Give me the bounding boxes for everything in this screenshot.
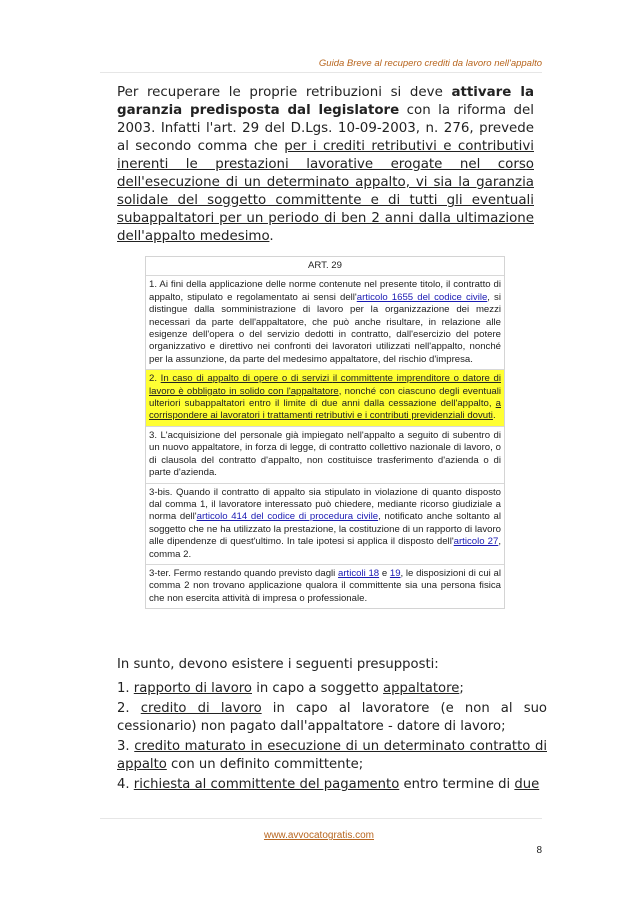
list-item [117, 680, 547, 698]
article-comma-1 [146, 276, 504, 370]
running-header: Guida Breve al recupero crediti da lavoro nell'appalto [318, 58, 542, 69]
item-number: 3. [117, 739, 135, 754]
item-underlined: appaltatore [383, 681, 460, 696]
comma-2-u1: In caso di appalto di opere o di servizi [160, 373, 333, 385]
comma-1-text-b: , si distingue dalla somministrazione di lavoro per la organizzazione dei mezzi necessari da parte dell'appaltatore, che può anche risultare, in relazione alle esigenze dell'opera o del servizio dedotti in contratto, dall'esercizio del potere organizzativo e direttivo nei confronti dei lavoratori utilizzati nell'appalto, nonché per la assunzione, da parte del medesimo appaltatore, del rischio d'impresa. [149, 291, 501, 365]
article-comma-3ter [146, 565, 504, 608]
comma-2-u3: a corrispondere ai lavoratori i trattamenti retributivi e i contributi previdenziali dovuti [149, 398, 501, 422]
comma-2-end: . [492, 410, 496, 422]
item-text: in capo al lavoratore (e non al suo cessionario) non pagato dall'appaltatore - datore di lavoro; [117, 701, 547, 734]
comma-2-num: 2. [149, 373, 161, 385]
comma-2-sep: , [488, 398, 496, 410]
summary-lead: In sunto, devono esistere i seguenti presupposti: [117, 657, 439, 672]
intro-text-3: . [269, 229, 274, 244]
item-text: entro termine di [399, 777, 515, 792]
comma-3bis-text: 3-bis. Quando il contratto di appalto sia stipulato in violazione di quanto disposto dal comma 1, il lavoratore interessato può chiedere, mediante ricorso giudiziale a norma dell' [149, 486, 501, 523]
intro-underlined: per i crediti retributivi e contributivi inerenti le prestazioni lavorative erogate nel corso dell'esecuzione di un determinato appalto, vi sia la garanzia solidale del soggetto committente e di tutti gli eventuali subappaltatori per un periodo di ben 2 anni dalla ultimazione dell'appalto medesimo [117, 139, 534, 244]
article-title: ART. 29 [146, 257, 504, 276]
item-number: 1. [117, 681, 134, 696]
footer-site-link[interactable]: www.avvocatogratis.com [263, 830, 375, 841]
item-underlined: credito maturato in esecuzione di un determinato contratto di appalto [117, 739, 547, 772]
comma-1-text: 1. Ai fini della applicazione delle norme contenute nel presente titolo, il contratto di appalto, stipulato e regolamentato ai sensi dell' [149, 279, 501, 303]
link-articolo-414[interactable]: articolo 414 del codice di procedura civile [196, 511, 379, 523]
comma-2-text: , nonché con ciascuno degli eventuali ulteriori subappaltatori entro il limite di due anni dalla cessazione dell'appalto [149, 385, 501, 410]
item-underlined: rapporto di lavoro [133, 681, 252, 696]
list-item [117, 700, 547, 736]
footer [0, 830, 638, 841]
page-number: 8 [536, 845, 542, 856]
comma-3bis-text-b: , notificato anche soltanto al soggetto che ne ha utilizzato la prestazione, la costituzione di un rapporto di lavoro alle dipendenze di quest'ultimo. In tale ipotesi si applica il disposto dell' [149, 511, 502, 548]
comma-3bis-text-c: , comma 2. [149, 536, 501, 560]
intro-text-1: Per recuperare le proprie retribuzioni si deve [117, 85, 452, 100]
link-articolo-18[interactable]: articoli 18 [338, 567, 380, 579]
list-item [117, 738, 547, 774]
item-underlined: credito di lavoro [140, 701, 262, 716]
article-comma-3bis [146, 484, 504, 565]
item-text: con un definito committente; [166, 757, 364, 772]
item-underlined: due [514, 777, 540, 792]
list-item [117, 776, 547, 794]
header-divider [100, 72, 542, 73]
article-comma-2 [146, 370, 504, 427]
link-articolo-27[interactable]: articolo 27 [453, 536, 499, 548]
item-text: in capo a soggetto [252, 681, 384, 696]
intro-paragraph [117, 84, 534, 246]
link-articolo-1655[interactable]: articolo 1655 del codice civile [356, 291, 488, 303]
footer-divider [100, 818, 542, 819]
comma-3ter-text-b: , le disposizioni di cui al comma 2 non trovano applicazione qualora il committente sia una persona fisica che non esercita attività di impresa o professionale. [149, 567, 501, 604]
intro-bold: attivare la garanzia predisposta dal legislatore [117, 85, 534, 118]
summary-section [117, 656, 547, 796]
comma-3ter-and: e [379, 567, 390, 579]
article-box [145, 256, 505, 609]
item-text: ; [459, 681, 464, 696]
link-articolo-19[interactable]: 19 [389, 567, 401, 579]
item-number: 4. [117, 777, 134, 792]
item-number: 2. [117, 701, 141, 716]
intro-text-2: con la riforma del 2003. Infatti l'art. 29 del D.Lgs. 10-09-2003, n. 276, prevede al secondo comma che [117, 103, 535, 154]
comma-3ter-text: 3-ter. Fermo restando quando previsto dagli [149, 567, 339, 579]
comma-2-u2: il committente imprenditore o datore di lavoro è obbligato in solido con l'appaltatore [149, 373, 502, 397]
item-underlined: richiesta al committente del pagamento [133, 777, 400, 792]
article-comma-3: 3. L'acquisizione del personale già impiegato nell'appalto a seguito di subentro di un nuovo appaltatore, in forza di legge, di contratto collettivo nazionale di lavoro, o di clausola del contratto d'appalto, non costituisce trasferimento d'azienda o di parte d'azienda. [146, 427, 504, 484]
